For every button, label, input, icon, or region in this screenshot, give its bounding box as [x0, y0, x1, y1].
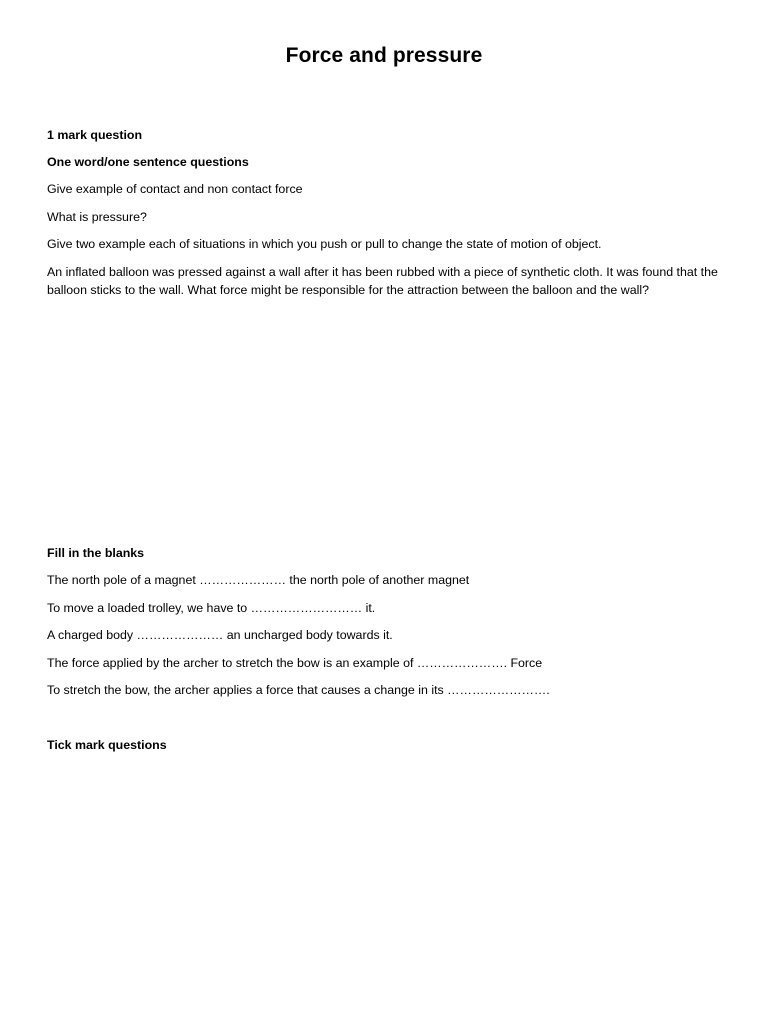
- fill-blank-item: The force applied by the archer to stretch the bow is an example of …………………. Force: [47, 656, 543, 670]
- question-item: Give example of contact and non contact force: [47, 182, 303, 196]
- section-heading-fill-blanks: Fill in the blanks: [47, 546, 145, 560]
- section-heading-tick-mark: Tick mark questions: [47, 738, 167, 752]
- page-title: Force and pressure: [285, 44, 483, 67]
- fill-blank-item: To stretch the bow, the archer applies a force that causes a change in its …………………….: [47, 683, 550, 697]
- fill-blank-item: To move a loaded trolley, we have to ……………………… it.: [47, 601, 376, 615]
- section-subheading-one-word: One word/one sentence questions: [47, 155, 249, 169]
- fill-blank-item: The north pole of a magnet ………………… the north pole of another magnet: [47, 573, 470, 587]
- fill-blank-item: A charged body ………………… an uncharged body towards it.: [47, 628, 393, 642]
- question-item: Give two example each of situations in which you push or pull to change the state of motion of object.: [47, 237, 602, 251]
- question-item: An inflated balloon was pressed against a wall after it has been rubbed with a piece of synthetic cloth. It was found that the balloon sticks to the wall. What force might be responsible for the attraction between the balloon and the wall?: [47, 265, 718, 297]
- question-item: What is pressure?: [47, 210, 147, 224]
- section-heading-1-mark: 1 mark question: [47, 128, 143, 142]
